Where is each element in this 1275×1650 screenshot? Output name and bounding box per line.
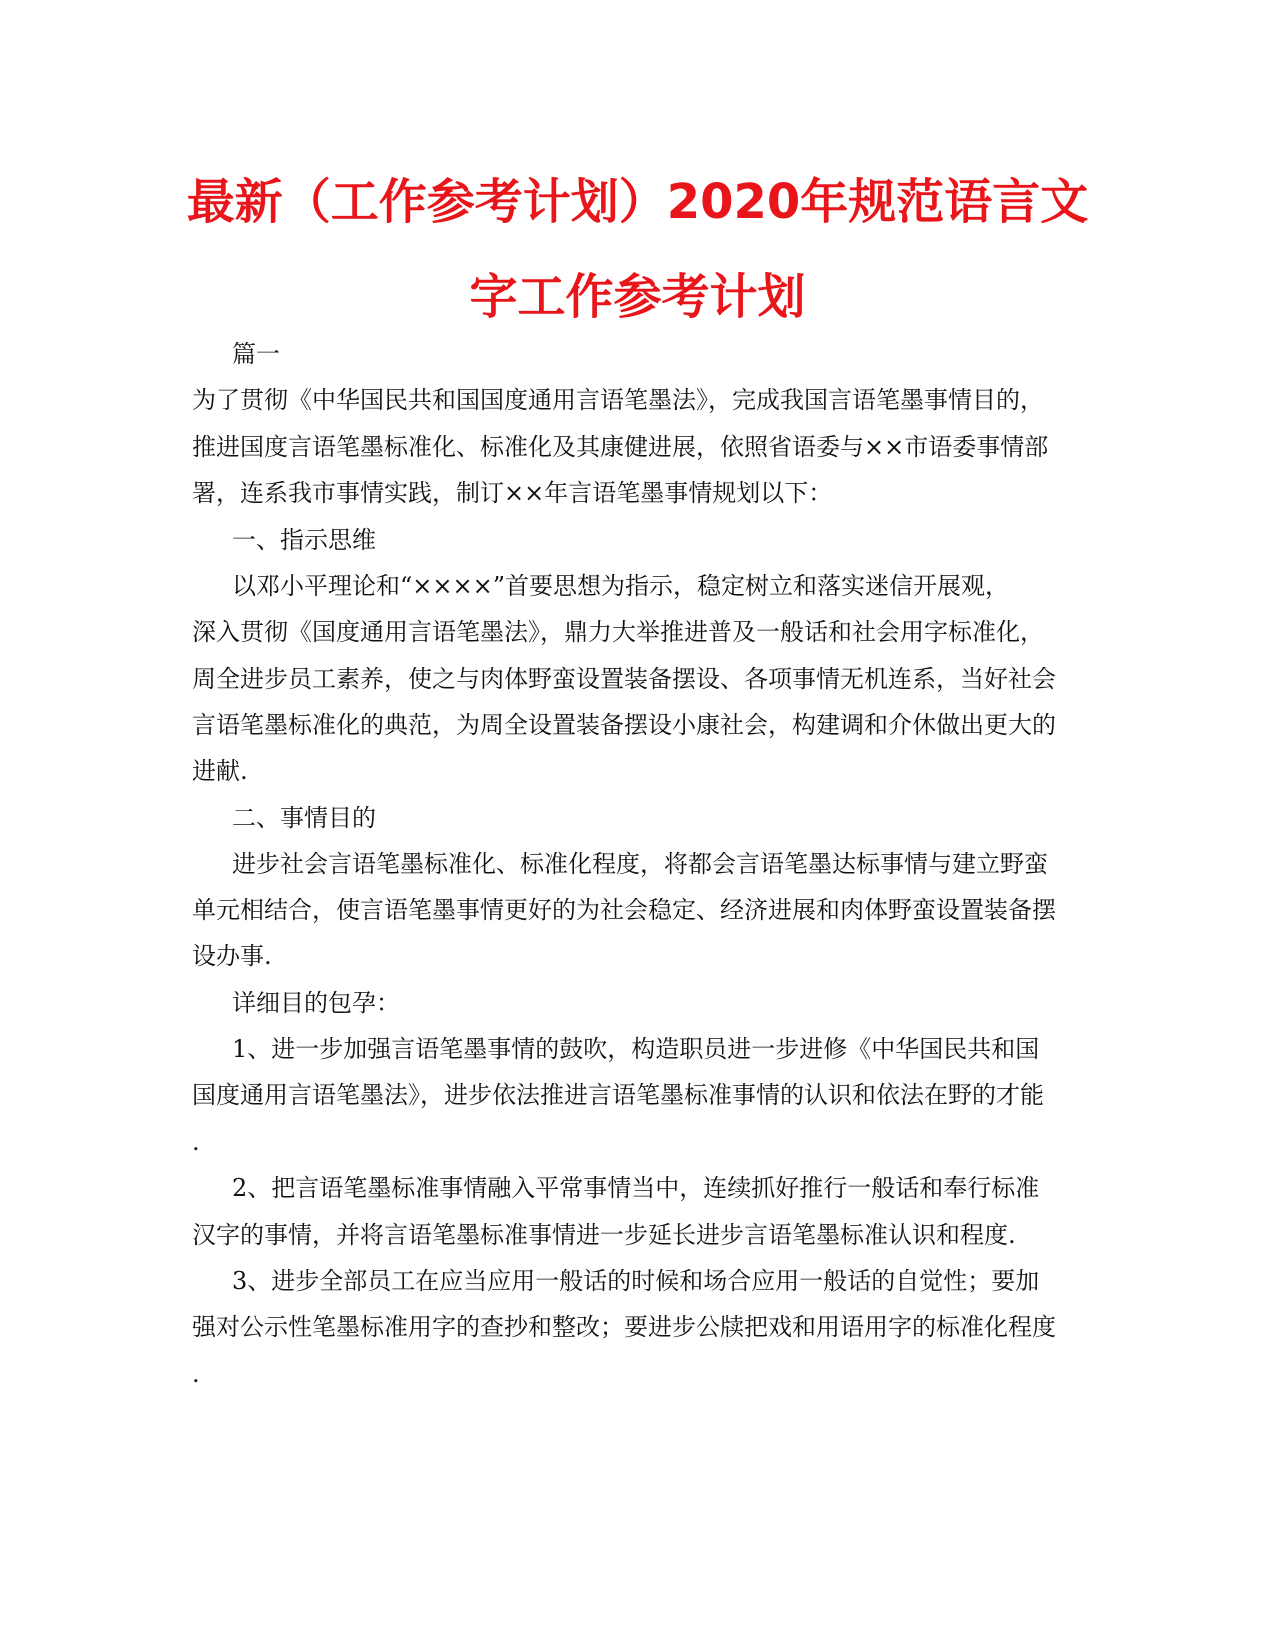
paragraph-line: 设办事. [192,942,272,970]
list-item-line: . [192,1128,200,1156]
paragraph-line: 详细目的包孕： [232,989,400,1017]
paragraph-line: 言语笔墨标准化的典范，为周全设置装备摆设小康社会，构建调和介休做出更大的 [192,711,1056,739]
list-item-line: . [192,1360,200,1388]
document-title-line-2: 字工作参考计划 [469,269,806,325]
list-item-line: 国度通用言语笔墨法》，进步依法推进言语笔墨标准事情的认识和依法在野的才能 [192,1081,1044,1109]
paragraph-line: 深入贯彻《国度通用言语笔墨法》，鼎力大举推进普及一般话和社会用字标准化， [192,618,1044,646]
list-item-line: 2、把言语笔墨标准事情融入平常事情当中，连续抓好推行一般话和奉行标准 [232,1174,1040,1202]
paragraph-line: 周全进步员工素养，使之与肉体野蛮设置装备摆设、各项事情无机连系，当好社会 [192,665,1056,693]
section-heading: 一、指示思维 [232,526,376,554]
list-item-line: 3、进步全部员工在应当应用一般话的时候和场合应用一般话的自觉性；要加 [232,1267,1040,1295]
document-title-line-1: 最新（工作参考计划）2020年规范语言文 [186,174,1089,230]
paragraph-line: 以邓小平理论和“××××”首要思想为指示，稳定树立和落实迷信开展观， [232,572,1009,600]
paragraph-line: 进献. [192,757,248,785]
paragraph-line: 为了贯彻《中华国民共和国国度通用言语笔墨法》，完成我国言语笔墨事情目的， [192,386,1044,414]
paragraph-line: 推进国度言语笔墨标准化、标准化及其康健进展，依照省语委与××市语委事情部 [192,433,1049,461]
paragraph-line: 进步社会言语笔墨标准化、标准化程度，将都会言语笔墨达标事情与建立野蛮 [232,850,1048,878]
section-label: 篇一 [232,340,280,368]
list-item-line: 强对公示性笔墨标准用字的查抄和整改；要进步公牍把戏和用语用字的标准化程度 [192,1313,1056,1341]
list-item-line: 汉字的事情，并将言语笔墨标准事情进一步延长进步言语笔墨标准认识和程度. [192,1221,1016,1249]
paragraph-line: 署，连系我市事情实践，制订××年言语笔墨事情规划以下： [192,479,833,507]
section-heading: 二、事情目的 [232,804,376,832]
paragraph-line: 单元相结合，使言语笔墨事情更好的为社会稳定、经济进展和肉体野蛮设置装备摆 [192,896,1056,924]
list-item-line: 1、进一步加强言语笔墨事情的鼓吹，构造职员进一步进修《中华国民共和国 [232,1035,1040,1063]
